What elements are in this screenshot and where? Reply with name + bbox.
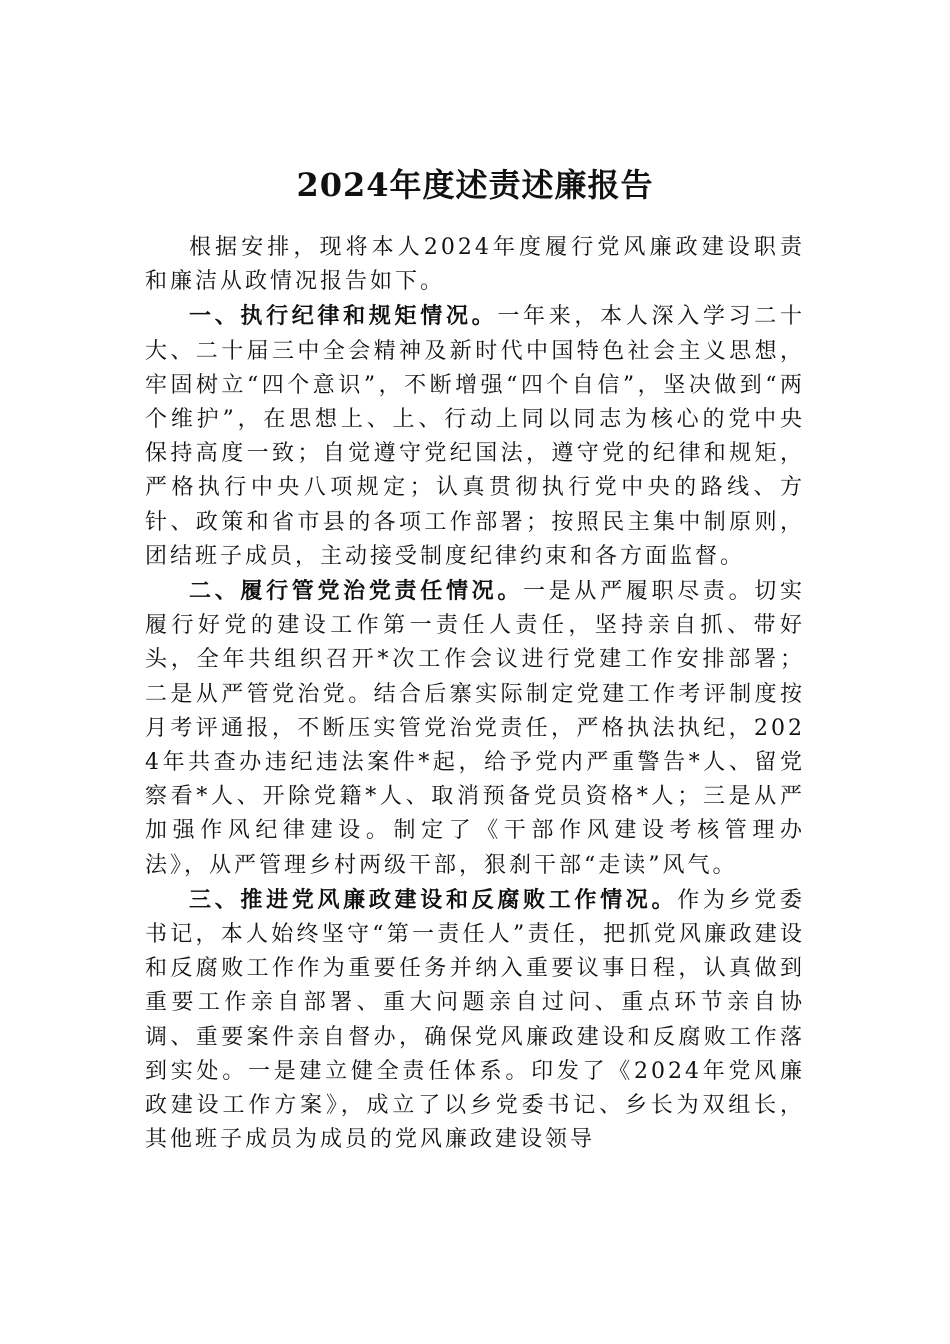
paragraph-text: 一是从严履职尽责。切实履行好党的建设工作第一责任人责任，坚持亲自抓、带好头，全年共组织召开*次工作会议进行党建工作安排部署；二是从严管党治党。结合后寨实际制定党建工作考评制度按月考评通报，不断压实管党治党责任，严格执法执纪，2024年共查办违纪违法案件*起，给予党内严重警告*人、留党察看*人、开除党籍*人、取消预备党员资格*人；三是从严加强作风纪律建设。制定了《干部作风建设考核管理办法》，从严管理乡村两级干部，狠刹干部“走读”风气。	[145, 579, 805, 878]
paragraph-lead: 三、推进党风廉政建设和反腐败工作情况。	[189, 886, 678, 913]
document-body	[145, 230, 805, 1157]
paragraph-text: 作为乡党委书记，本人始终坚守“第一责任人”责任，把抓党风廉政建设和反腐败工作作为重要任务并纳入重要议事日程，认真做到重要工作亲自部署、重大问题亲自过问、重点环节亲自协调、重要案件亲自督办，确保党风廉政建设和反腐败工作落到实处。一是建立健全责任体系。印发了《2024年党风廉政建设工作方案》，成立了以乡党委书记、乡长为双组长，其他班子成员为成员的党风廉政建设领导	[145, 887, 805, 1153]
paragraph-discipline	[145, 299, 805, 574]
paragraph-text: 一年来，本人深入学习二十大、二十届三中全会精神及新时代中国特色社会主义思想，牢固树立“四个意识”，不断增强“四个自信”，坚决做到“两个维护”，在思想上、上、行动上同以同志为核心的党中央保持高度一致；自觉遵守党纪国法，遵守党的纪律和规矩，严格执行中央八项规定；认真贯彻执行党中央的路线、方针、政策和省市县的各项工作部署；按照民主集中制原则，团结班子成员，主动接受制度纪律约束和各方面监督。	[145, 304, 805, 569]
paragraph-intro	[145, 230, 805, 299]
paragraph-anti-corruption	[145, 883, 805, 1158]
document-title: 2024年度述责述廉报告	[296, 166, 654, 204]
paragraph-party-governance	[145, 574, 805, 883]
paragraph-lead: 二、履行管党治党责任情况。	[189, 578, 524, 605]
paragraph-lead: 一、执行纪律和规矩情况。	[189, 303, 498, 330]
paragraph-text: 根据安排，现将本人2024年度履行党风廉政建设职责和廉洁从政情况报告如下。	[145, 235, 805, 295]
